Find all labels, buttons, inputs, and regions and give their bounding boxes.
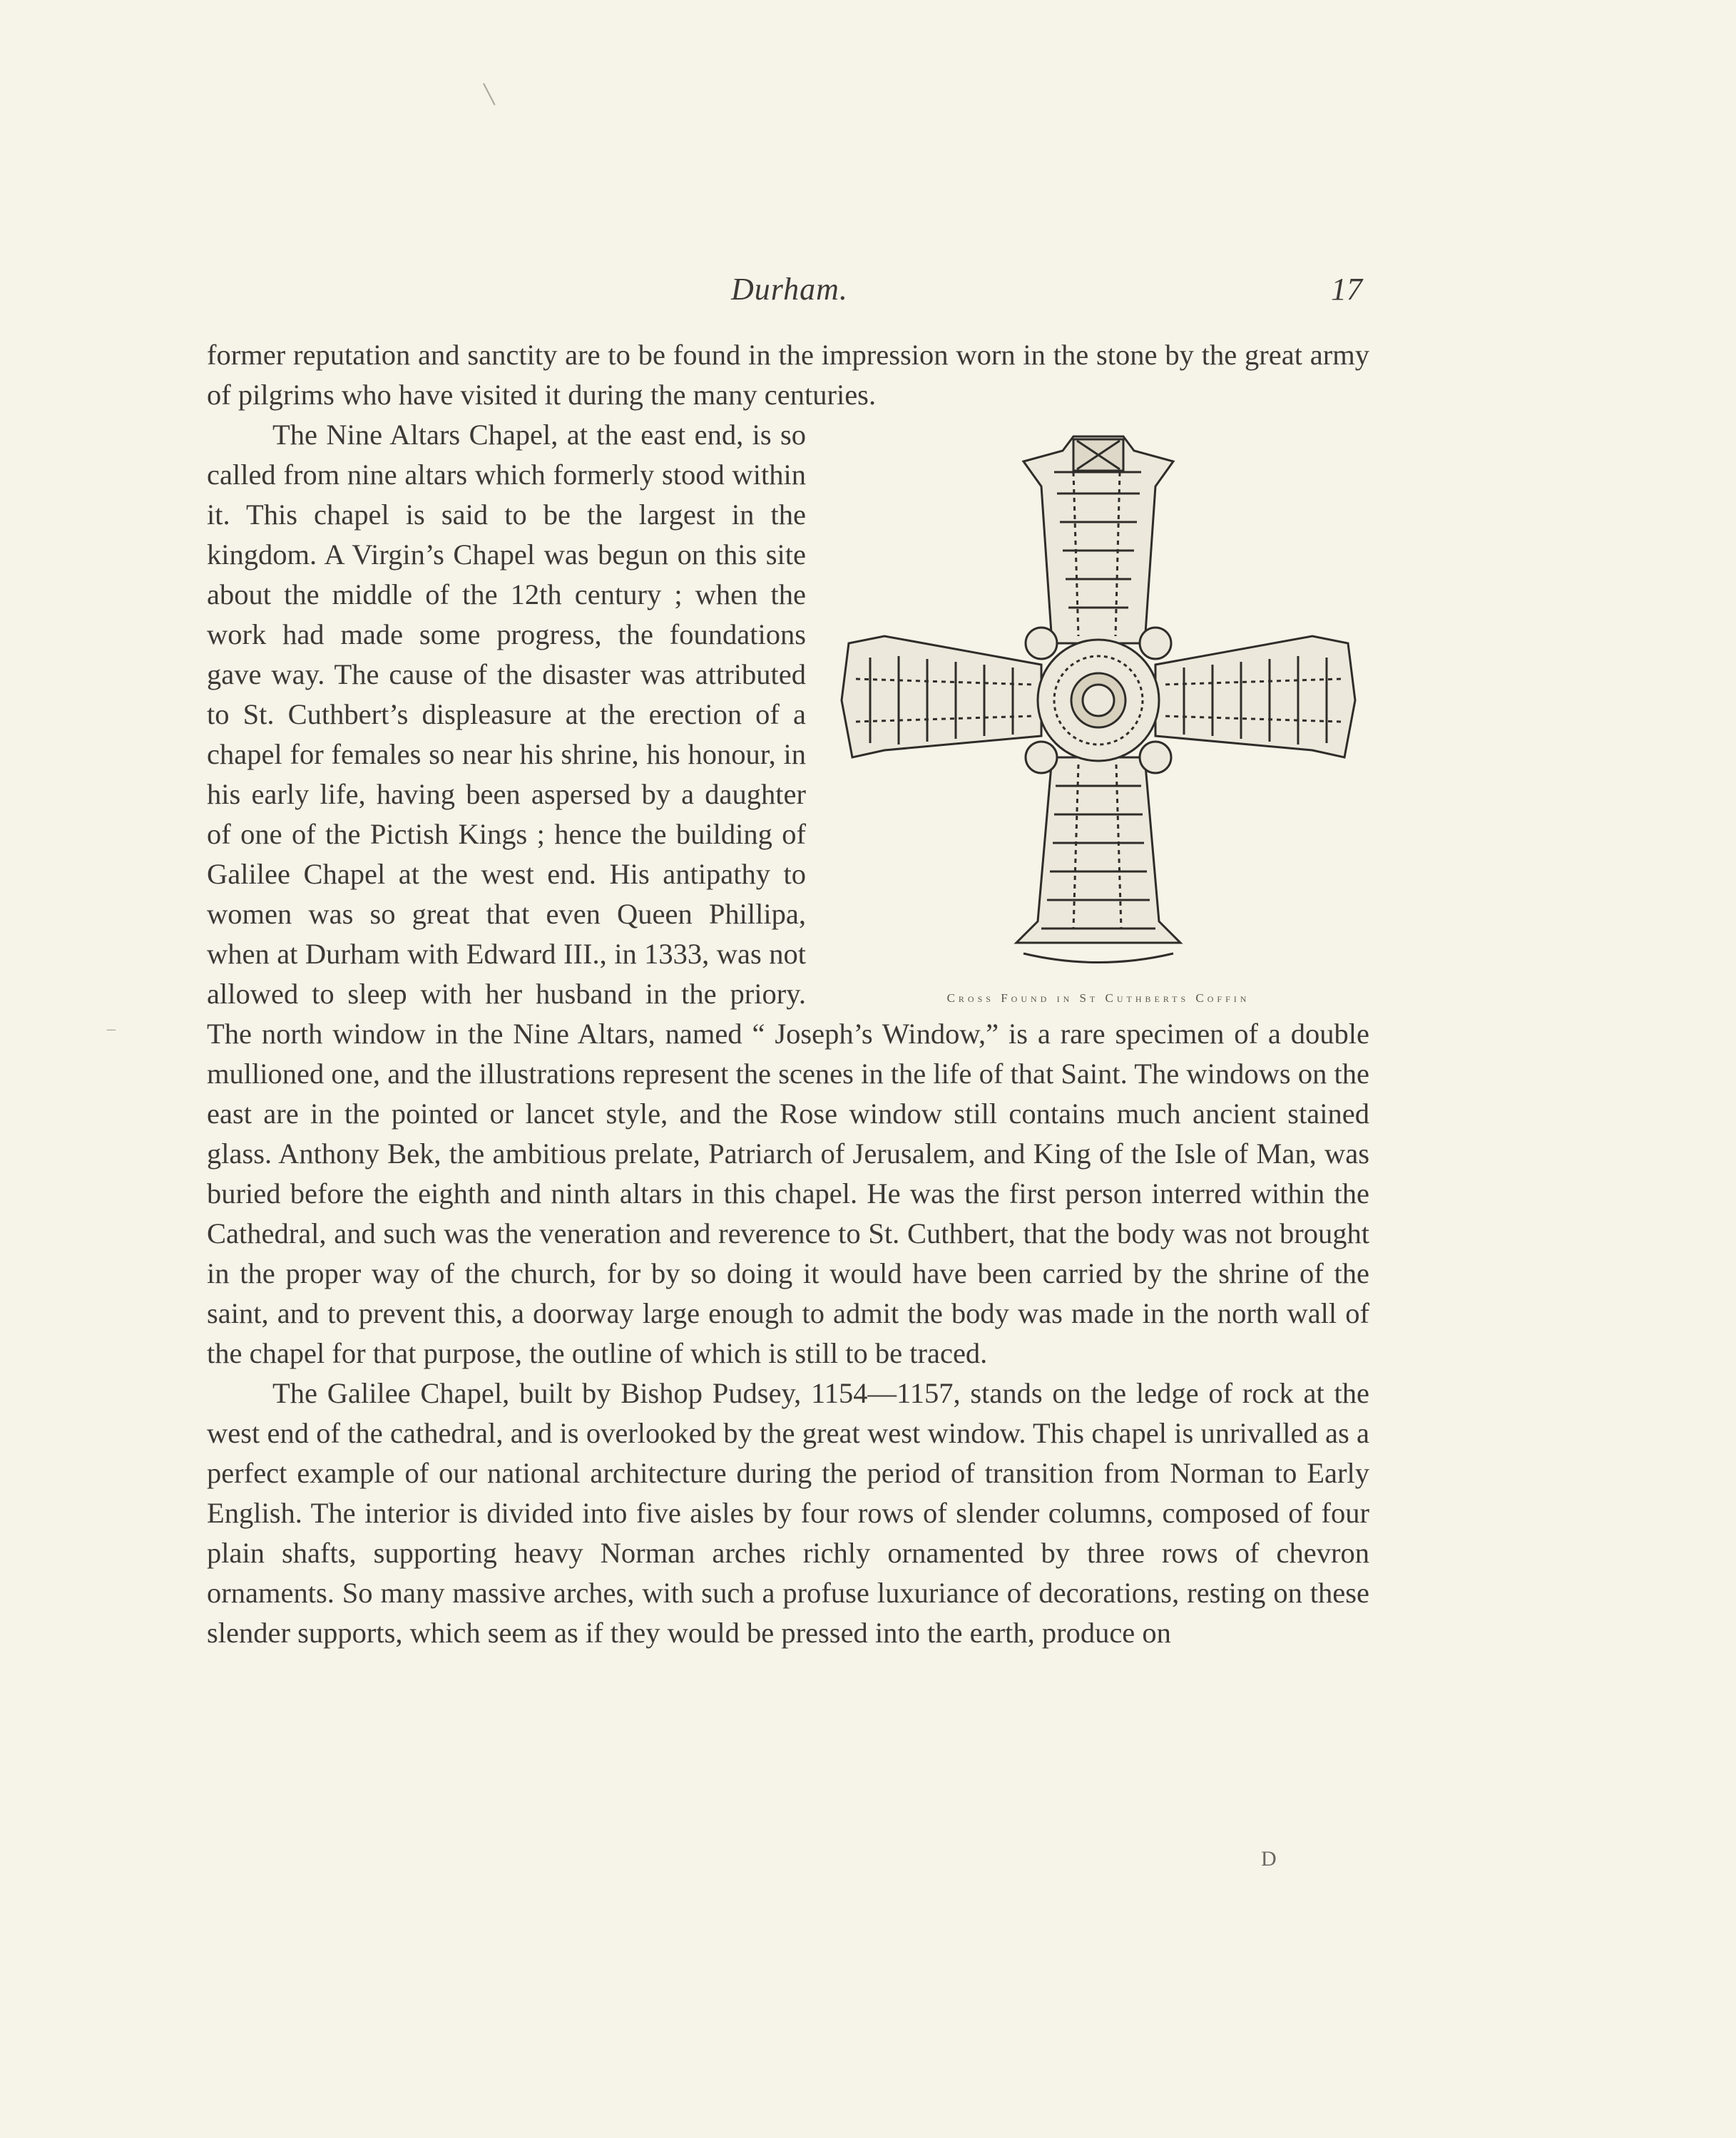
signature-mark: D [1261,1847,1277,1871]
running-title: Durham. [731,272,848,307]
paragraph-1: former reputation and sanctity are to be found in the impression worn in the stone by the great army of pilgrims who have visited it during the many centuries. [207,339,1369,411]
figure-caption: Cross Found in St Cuthberts Coffin [946,991,1250,1005]
pectoral-cross-drawing [827,429,1369,971]
paragraph-3: The Galilee Chapel, built by Bishop Pudsey, 1154—1157, stands on the ledge of rock at the west end of the cathedral, and is overlooked by the great west window. This chapel is unrivalled as a perfect example of our national architecture during the period of transition from Norman to Early English. The interior is divided into five aisles by four rows of slender columns, composed of four plain shafts, supporting heavy Norman arches richly ornamented by three rows of chevron ornaments. So many massive arches, with such a profuse luxuriance of decorations, resting on these slender supports, which seem as if they would be pressed into the earth, produce on [207,1377,1369,1649]
page-number: 17 [1331,272,1362,307]
cross-illustration [827,415,1369,1014]
paragraph-2: The Nine Altars Chapel, at the east end, is so called from nine altars which formerly stood within it. This chapel is said to be the largest in the kingdom. A Virgin’s Chapel was begun on this site about the middle of the 12th century ; when the work had made some progress, the foundations gave way. The cause of the disaster was attributed to St. Cuthbert’s displeasure at the erection of a chapel for females so near his shrine, his honour, in his early life, having been aspersed by a daughter of one of the Pictish Kings ; hence the building of Galilee Chapel at the west end. His antipathy to women was so great that even Queen Phillipa, when at Durham with Edward III., in 1333, was not allowed to sleep with her husband in the priory. The north window in the Nine Altars, named “ Joseph’s Window,” is a rare specimen of a double mullioned one, and the illustrations represent the scenes in the life of that Saint. The windows on the east are in the pointed or lancet style, and the Rose window still contains much ancient stained glass. Anthony Bek, the ambitious prelate, Patriarch of Jerusalem, and King of the Isle of Man, was buried before the eighth and ninth altars in this chapel. He was the first person interred within the Cathedral, and such was the veneration and reverence to St. Cuthbert, that the body was not brought in the proper way of the church, for by so doing it would have been carried by the shrine of the saint, and to prevent this, a doorway large enough to admit the body was made in the north wall of the chapel for that purpose, the outline of which is still to be traced. [207,419,1369,1369]
body-text [207,335,1369,1653]
stray-mark: ╲ [484,84,495,105]
stray-mark: – [107,1020,116,1038]
page-header [207,271,1377,314]
